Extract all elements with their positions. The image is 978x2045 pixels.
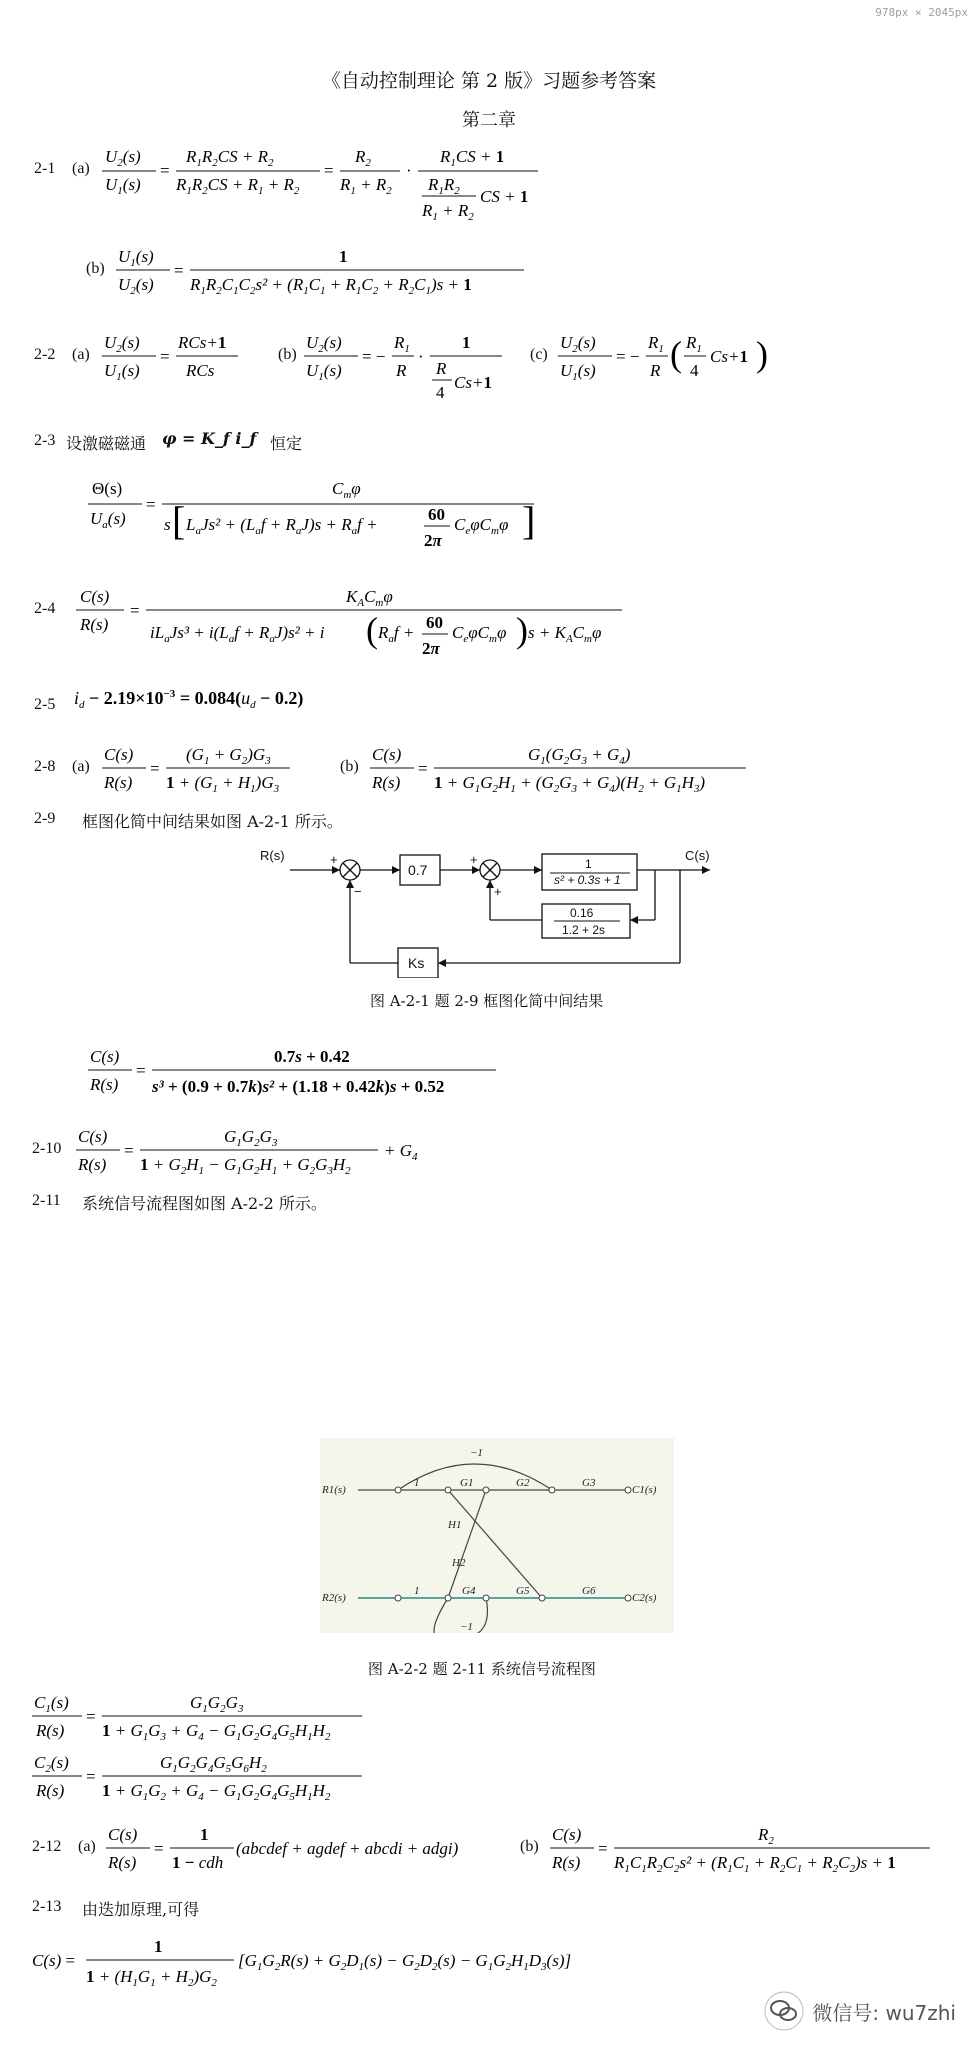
- svg-text:U1(s): $U_1(s)$: [104, 361, 140, 383]
- svg-text:=: =: [130, 601, 140, 620]
- svg-text:R1 + R2: $R_1 + R_2$: [422, 201, 474, 223]
- problem-number: 2-9: [34, 810, 56, 827]
- branch-gain: G4: [462, 1585, 476, 1597]
- part-label: (a): [72, 346, 90, 363]
- svg-text:C1(s): $C_1(s)$: [34, 1693, 69, 1715]
- svg-text:=: =: [136, 1061, 146, 1080]
- node-r1-label: R1(s): [322, 1484, 346, 1496]
- svg-text:1: 1: [339, 247, 348, 266]
- svg-text:=: =: [150, 759, 160, 778]
- svg-text:1: 1: [462, 333, 471, 352]
- branch-gain: G1: [460, 1477, 474, 1489]
- svg-text:U2(s): $U_2(s)$: [118, 275, 154, 297]
- problem-number: 2-3: [34, 432, 56, 449]
- svg-text:G1G2G3: $G_1G_2G_3$: [224, 1127, 278, 1149]
- svg-text:R(s): R(s): [78, 1155, 107, 1174]
- equation-2-12b: [548, 1818, 938, 1878]
- part-label: (a): [72, 160, 90, 177]
- equation-2-4: [74, 580, 634, 670]
- problem-number: 2-10: [32, 1140, 62, 1157]
- svg-text:R(s): R(s): [90, 1075, 119, 1094]
- svg-text:=: =: [154, 1839, 164, 1858]
- svg-text:(: (: [366, 610, 378, 650]
- equation-2-2c: [556, 326, 776, 396]
- svg-text:C(s): C(s): [90, 1047, 120, 1066]
- sum-sign: −: [354, 884, 362, 899]
- svg-text:·: ·: [418, 347, 424, 366]
- svg-text:R1C1R2C2s² + (R1C1 + R2C1 + R2: $R_1C_1R_2C_2s^2 + (R_1C_1 + R_2C_1 + R_2C_2)s + 1$: [614, 1853, 896, 1875]
- svg-text:= −: = −: [616, 347, 640, 366]
- part-label: (a): [72, 758, 90, 775]
- svg-text:+ G4: + $G_4$: [384, 1141, 418, 1163]
- svg-text:Ua(s): $U_a(s)$: [90, 509, 126, 531]
- svg-text:KACmφ: $K_AC_m\varphi$: [346, 587, 393, 609]
- svg-text:Cs+1: Cs+1: [454, 373, 492, 392]
- svg-text:G1(G2G3 + G4): $G_1(G_2G_3 + G_4)$: [528, 745, 631, 767]
- problem-number: 2-13: [32, 1898, 62, 1915]
- svg-text:s: s: [164, 515, 171, 534]
- part-label: (b): [86, 260, 105, 277]
- node-c2-label: C2(s): [632, 1592, 657, 1604]
- branch-gain: G2: [516, 1477, 530, 1489]
- svg-text:=: =: [324, 161, 334, 180]
- document-title: 《自动控制理论 第 2 版》习题参考答案: [321, 70, 657, 92]
- problem-text: 由迭加原理,可得: [82, 1900, 200, 1919]
- equation-2-9: [86, 1040, 516, 1102]
- svg-text:R(s): R(s): [80, 615, 109, 634]
- equation-2-10: [74, 1120, 434, 1180]
- svg-text:]: ]: [522, 498, 536, 543]
- svg-text:CS + 1: CS + 1: [480, 187, 529, 206]
- svg-text:=: =: [418, 759, 428, 778]
- problem-number: 2-4: [34, 600, 56, 617]
- watermark-text: 微信号: wu7zhi: [812, 2000, 956, 2025]
- svg-text:R1: $R_1$: [686, 333, 702, 355]
- svg-text:R: R: [436, 359, 447, 378]
- svg-text:2π: 2π: [424, 531, 442, 550]
- svg-text:0.7s + 0.42: 0.7s + 0.42: [274, 1047, 350, 1066]
- svg-text:): ): [516, 610, 528, 650]
- svg-text:(G1 + G2)G3: $(G_1 + G_2)G_3$: [186, 745, 271, 767]
- branch-gain: −1: [460, 1621, 473, 1633]
- svg-text:C(s) =: C(s) =: [32, 1951, 76, 1970]
- problem-number: 2-12: [32, 1838, 62, 1855]
- equation-2-1b: [114, 240, 534, 300]
- svg-text:C(s): C(s): [104, 745, 134, 764]
- svg-text:R2: $R_2$: [758, 1825, 774, 1847]
- svg-text:R(s): R(s): [36, 1781, 65, 1800]
- equation-2-8b: [368, 738, 758, 798]
- svg-text:G1G2G4G5G6H2: $G_1G_2G_4G_5G_6H_2$: [160, 1753, 267, 1775]
- sum-sign: +: [330, 852, 338, 867]
- branch-gain: G5: [516, 1585, 530, 1597]
- svg-text:2π: 2π: [422, 639, 440, 658]
- part-label: (b): [278, 346, 297, 363]
- svg-text:Raf +: $R_af$ +: [378, 623, 415, 645]
- svg-text:R1R2CS + R1 + R2: $R_1R_2CS + R_1 + R_2$: [176, 175, 300, 197]
- node-c1-label: C1(s): [632, 1484, 657, 1496]
- equation-2-12a: [104, 1818, 494, 1878]
- svg-text:U1(s): $U_1(s)$: [105, 175, 141, 197]
- svg-text:U1(s): $U_1(s)$: [118, 247, 154, 269]
- svg-text:CeφCmφ: $C_e\varphi C_m\varphi$: [452, 623, 507, 645]
- svg-text:R2: $R_2$: [355, 147, 371, 169]
- svg-text:U2(s): $U_2(s)$: [104, 333, 140, 355]
- watermark: [764, 1991, 956, 2031]
- problem-number: 2-1: [34, 160, 56, 177]
- problem-text: 恒定: [270, 434, 303, 453]
- svg-text:=: =: [160, 347, 170, 366]
- svg-text:=: =: [86, 1707, 96, 1726]
- svg-text:R(s): R(s): [372, 773, 401, 792]
- svg-text:U1(s): $U_1(s)$: [560, 361, 596, 383]
- svg-text:=: =: [86, 1767, 96, 1786]
- svg-text:R: R: [396, 361, 407, 380]
- feedback-block-label: Ks: [408, 955, 425, 971]
- svg-text:R1CS + 1: $R_1CS + 1$: [440, 147, 505, 169]
- svg-text:1: 1: [200, 1825, 209, 1844]
- equation-2-1a: [100, 140, 540, 230]
- svg-text:1: 1: [154, 1937, 163, 1956]
- svg-text:=: =: [160, 161, 170, 180]
- svg-text:U1(s): $U_1(s)$: [306, 361, 342, 383]
- svg-text:(: (: [670, 334, 682, 374]
- part-label: (a): [78, 1838, 96, 1855]
- svg-text:R(s): R(s): [552, 1853, 581, 1872]
- svg-text:=: =: [598, 1839, 608, 1858]
- sum-sign: +: [470, 852, 478, 867]
- branch-gain: 1: [414, 1585, 420, 1597]
- equation-2-11-c2: [30, 1746, 370, 1806]
- block1-denominator: s² + 0.3s + 1: [554, 873, 621, 887]
- problem-text: 系统信号流程图如图 A-2-2 所示。: [82, 1194, 327, 1213]
- chapter-heading: 第二章: [462, 110, 516, 131]
- signal-flow-graph-a-2-2: [320, 1438, 674, 1633]
- svg-text:C(s): C(s): [108, 1825, 138, 1844]
- svg-text:4: 4: [690, 361, 699, 380]
- dimensions-label: 978px × 2045px: [875, 6, 968, 19]
- svg-text:R(s): R(s): [36, 1721, 65, 1740]
- svg-text:U2(s): $U_2(s)$: [560, 333, 596, 355]
- equation-2-8a: [100, 738, 300, 798]
- svg-text:1 + (H1G1 + H2)G2: $1 + (H_1G_1 + H_2)G_2$: [86, 1967, 217, 1989]
- output-label: C(s): [685, 848, 710, 863]
- svg-text:R1R2: $R_1R_2$: [428, 175, 460, 197]
- branch-gain: H2: [452, 1557, 466, 1569]
- svg-text:1 + G2H1 − G1G2H1 + G2G3H2: $1 + G_2H_1 - G_1G_2H_1 + G_2G_3H_2$: [140, 1155, 351, 1177]
- svg-text:CeφCmφ: $C_e\varphi C_m\varphi$: [454, 515, 509, 537]
- svg-text:): ): [756, 334, 768, 374]
- figure-caption: 图 A-2-1 题 2-9 框图化简中间结果: [370, 992, 604, 1010]
- svg-text:Cs+1: Cs+1: [710, 347, 748, 366]
- svg-text:60: 60: [428, 505, 445, 524]
- svg-text:= −: = −: [362, 347, 386, 366]
- svg-text:Cmφ: $C_m\varphi$: [332, 479, 361, 501]
- block-diagram-a-2-1: [260, 838, 730, 978]
- svg-text:C(s): C(s): [78, 1127, 108, 1146]
- svg-text:G1G2G3: $G_1G_2G_3$: [190, 1693, 244, 1715]
- svg-text:R1 + R2: $R_1 + R_2$: [340, 175, 392, 197]
- svg-text:C(s): C(s): [80, 587, 110, 606]
- svg-text:R1R2CS + R2: $R_1R_2CS + R_2$: [186, 147, 274, 169]
- block1-numerator: 1: [585, 857, 592, 871]
- svg-text:U2(s): $U_2(s)$: [306, 333, 342, 355]
- svg-text:Θ(s): Θ(s): [92, 479, 123, 498]
- svg-text:C2(s): $C_2(s)$: [34, 1753, 69, 1775]
- svg-text:1 + G1G3 + G4 − G1G2G4G5H1H2: $1 + G_1G_3 + G_4 - G_1G_2G_4G_5H_1H_2$: [102, 1721, 331, 1743]
- svg-text:[: [: [172, 498, 186, 543]
- svg-text:1 + G1G2H1 + (G2G3 + G4)(H2 +: $1 + G_1G_2H_1 + (G_2G_3 + G_4)(H_2 + G_1H_3)$: [434, 773, 706, 795]
- part-label: (b): [520, 1838, 539, 1855]
- svg-text:R: R: [650, 361, 661, 380]
- problem-number: 2-2: [34, 346, 56, 363]
- equation-2-2b: [302, 326, 512, 406]
- svg-text:=: =: [124, 1141, 134, 1160]
- svg-text:·: ·: [406, 161, 412, 180]
- branch-gain: H1: [448, 1519, 462, 1531]
- branch-gain: G6: [582, 1585, 596, 1597]
- svg-text:LaJs² + (Laf + RaJ)s + Raf +: $L_aJs^2 + (L_af + R_aJ)s + R_af$ +: [186, 515, 378, 537]
- svg-text:1 − cdh: 1 − cdh: [172, 1853, 224, 1872]
- equation-2-3: [86, 472, 546, 562]
- svg-text:4: 4: [436, 383, 445, 402]
- block2-denominator: 1.2 + 2s: [562, 923, 606, 937]
- figure-caption: 图 A-2-2 题 2-11 系统信号流程图: [368, 1660, 596, 1678]
- svg-text:1 + (G1 + H1)G3: $1 + (G_1 + H_1)G_3$: [166, 773, 280, 795]
- svg-text:s³ + (0.9 + 0.7k)s² + (1.18 +: s³ + (0.9 + 0.7k)s² + (1.18 + 0.42k)s + 0.52: [152, 1077, 445, 1096]
- svg-text:[G1G2R(s) + G2D1(s) − G2D2(s): $[G_1G_2R(s) + G_2D_1(s) - G_2D_2(s) - G_1G_2H_1D_3(s)]$: [238, 1951, 572, 1973]
- svg-text:(abcdef + agdef + abcdi + adgi: (abcdef + agdef + abcdi + adgi): [236, 1839, 459, 1858]
- svg-text:s + KACmφ: $s + K_AC_m\varphi$: [528, 623, 602, 645]
- branch-gain: G3: [582, 1477, 596, 1489]
- part-label: (b): [340, 758, 359, 775]
- equation-2-5: [72, 682, 372, 716]
- svg-text:R1: $R_1$: [648, 333, 664, 355]
- problem-text: 框图化简中间结果如图 A-2-1 所示。: [82, 812, 343, 831]
- svg-text:RCs+1: RCs+1: [178, 333, 227, 352]
- gain-block-label: 0.7: [408, 862, 428, 878]
- sum-sign: +: [494, 884, 502, 899]
- flux-expression: φ = K_f i_f: [162, 429, 257, 448]
- svg-text:U2(s): $U_2(s)$: [105, 147, 141, 169]
- input-label: R(s): [260, 848, 285, 863]
- svg-text:R(s): R(s): [104, 773, 133, 792]
- svg-text:id − 2.19×10−3 = 0.084(ud − 0.: $i_d - 2.19\times 10^{-3} = 0.084(u_d - 0.2)$: [74, 688, 304, 711]
- branch-gain: −1: [470, 1447, 483, 1459]
- svg-text:C(s): C(s): [372, 745, 402, 764]
- node-r2-label: R2(s): [322, 1592, 346, 1604]
- equation-2-13: [30, 1930, 630, 1992]
- svg-text:=: =: [174, 261, 184, 280]
- svg-text:R1R2C1C2s² + (R1C1 + R1C2 + R2: $R_1R_2C_1C_2s^2 + (R_1C_1 + R_1C_2 + R_2C_1)s + 1$: [190, 275, 472, 297]
- svg-text:RCs: RCs: [186, 361, 215, 380]
- svg-text:R(s): R(s): [108, 1853, 137, 1872]
- block2-numerator: 0.16: [570, 906, 594, 920]
- svg-text:60: 60: [426, 613, 443, 632]
- equation-2-2a: [100, 326, 250, 386]
- branch-gain: 1: [414, 1477, 420, 1489]
- equation-2-11-c1: [30, 1686, 370, 1746]
- problem-number: 2-8: [34, 758, 56, 775]
- problem-number: 2-11: [32, 1192, 61, 1209]
- wechat-icon: [764, 1991, 804, 2031]
- svg-text:R1: $R_1$: [394, 333, 410, 355]
- svg-text:=: =: [146, 495, 156, 514]
- problem-text: 设激磁磁通: [66, 434, 147, 453]
- svg-text:C(s): C(s): [552, 1825, 582, 1844]
- problem-number: 2-5: [34, 696, 56, 713]
- svg-text:1 + G1G2 + G4 − G1G2G4G5H1H2: $1 + G_1G_2 + G_4 - G_1G_2G_4G_5H_1H_2$: [102, 1781, 331, 1803]
- part-label: (c): [530, 346, 548, 363]
- svg-text:iLaJs³ + i(Laf + RaJ)s² + i: $iL_aJs^3 + i(L_af + R_aJ)s^2 + i$: [150, 623, 325, 645]
